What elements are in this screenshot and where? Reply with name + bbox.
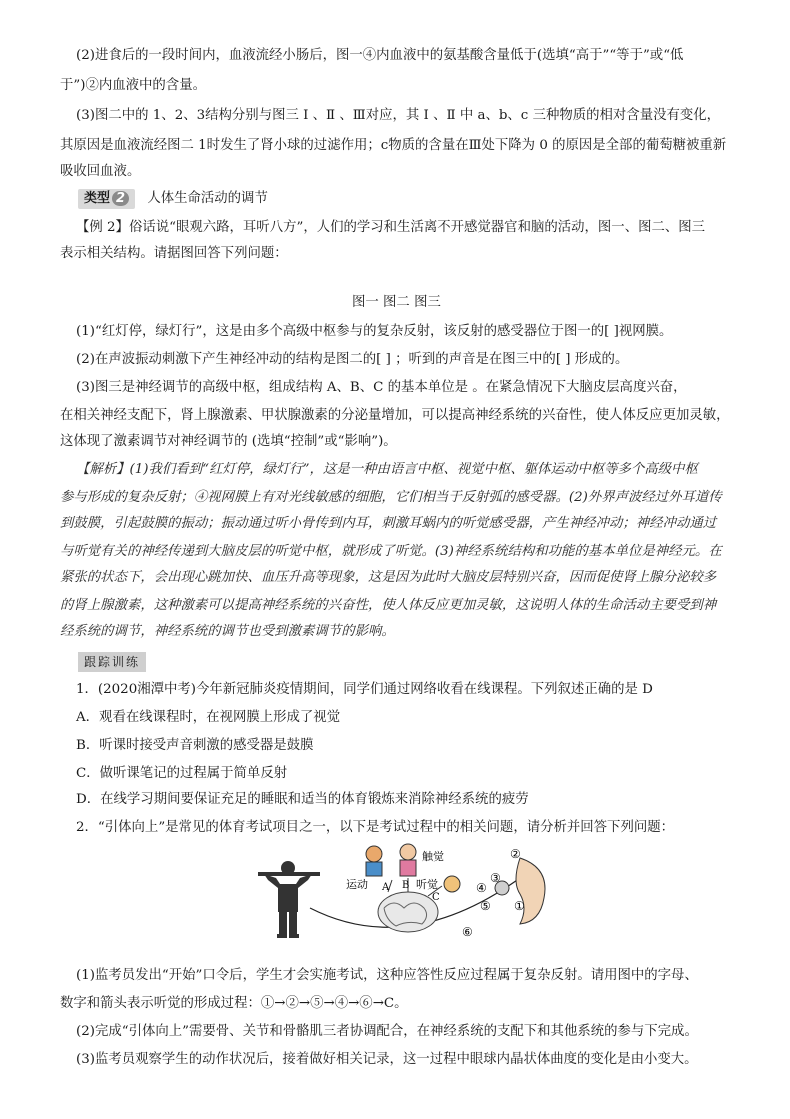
label-b: B — [402, 880, 410, 891]
example-line: 【例 2】俗话说“眼观六路，耳听八方”，人们的学习和生活离不开感觉器官和脑的活动，图一、图二、图三 — [76, 220, 706, 235]
question-line: 这体现了激素调节对神经调节的 (选填“控制”或“影响”)。 — [60, 434, 397, 449]
q1-stem: 1．(2020湘潭中考)今年新冠肺炎疫情期间，同学们通过网络收看在线课程。下列叙述正确的是 D — [76, 682, 653, 697]
q2-answer: 数字和箭头表示听觉的形成过程：①→②→⑤→④→⑥→C。 — [60, 996, 408, 1011]
label-a: A — [382, 882, 390, 893]
label-motion: 运动 — [346, 878, 368, 891]
label-1: ① — [514, 899, 525, 913]
text-line: 吸收回血液。 — [60, 164, 141, 179]
text-line: (3)图二中的 1、2、3结构分别与图三 Ⅰ 、Ⅱ 、Ⅲ对应，其 Ⅰ 、Ⅱ 中 a、b、c 三种物质的相对含量没有变化， — [76, 108, 721, 123]
ear-icon — [516, 858, 545, 924]
q2-answer: (1)监考员发出“开始”口令后，学生才会实施考试，这种应答性反应过程属于复杂反射。请用图中的字母、 — [76, 968, 698, 983]
pullup-diagram — [258, 838, 552, 942]
child-icon — [400, 844, 416, 860]
q2-answer: (2)完成“引体向上”需要骨、关节和骨骼肌三者协调配合，在神经系统的支配下和其他系统的参与下完成。 — [76, 1024, 698, 1039]
q2-stem: 2．“引体向上”是常见的体育考试项目之一，以下是考试过程中的相关问题，请分析并回答下列问题： — [76, 820, 675, 835]
child-icon — [366, 846, 382, 862]
text-line: 其原因是血液流经图二 1时发生了肾小球的过滤作用；c物质的含量在Ⅲ处下降为 0 的原因是全部的葡萄糖被重新 — [60, 138, 727, 153]
example-line: 表示相关结构。请据图回答下列问题： — [60, 246, 288, 261]
label-5: ⑤ — [480, 899, 491, 913]
label-6: ⑥ — [462, 925, 473, 939]
q2-answer: (3)监考员观察学生的动作状况后，接着做好相关记录，这一过程中眼球内晶状体曲度的变化是由小变大。 — [76, 1052, 698, 1067]
q1-option-b: B．听课时接受声音刺激的感受器是鼓膜 — [76, 738, 314, 753]
figure-caption: 图一 图二 图三 — [352, 295, 441, 310]
training-heading — [78, 652, 748, 673]
analysis-line: 的肾上腺激素，这种激素可以提高神经系统的兴奋性，使人体反应更加灵敏，这说明人体的生命活动主要受到神 — [60, 598, 717, 613]
text-line: (2)进食后的一段时间内，血液流经小肠后，图一④内血液中的氨基酸含量低于(选填“高于”“等于”或“低 — [76, 48, 684, 63]
label-4: ④ — [476, 881, 487, 895]
label-hearing: 听觉 — [416, 878, 438, 891]
section-tag: 类型 2 — [78, 189, 135, 209]
question-line: (2)在声波振动刺激下产生神经冲动的结构是图二的[ ] ；听到的声音是在图三中的[ ] 形成的。 — [76, 352, 629, 367]
label-3: ③ — [490, 871, 501, 885]
child-icon — [444, 876, 460, 892]
section-title: 人体生命活动的调节 — [147, 191, 268, 206]
label-touch: 触觉 — [422, 850, 444, 863]
analysis-line: 与听觉有关的神经传递到大脑皮层的听觉中枢，就形成了听觉。(3)神经系统结构和功能的基本单位是神经元。在 — [60, 544, 722, 559]
brain-icon — [378, 892, 438, 932]
question-line: (1)“红灯停，绿灯行”，这是由多个高级中枢参与的复杂反射，该反射的感受器位于图一的[ ]视网膜。 — [76, 324, 673, 339]
analysis-line: 参与形成的复杂反射；④视网膜上有对光线敏感的细胞，它们相当于反射弧的感受器。(2)外界声波经过外耳道传 — [60, 490, 722, 505]
q1-option-d: D．在线学习期间要保证充足的睡眠和适当的体育锻炼来消除神经系统的疲劳 — [76, 792, 529, 807]
q1-option-c: C．做听课笔记的过程属于简单反射 — [76, 766, 288, 781]
q1-option-a: A．观看在线课程时，在视网膜上形成了视觉 — [76, 710, 341, 725]
analysis-line: 紧张的状态下，会出现心跳加快、血压升高等现象，这是因为此时大脑皮层特别兴奋，因而促使肾上腺分泌较多 — [60, 570, 717, 585]
question-line: (3)图三是神经调节的高级中枢，组成结构 A、B、C 的基本单位是 。在紧急情况下大脑皮层高度兴奋， — [76, 380, 687, 395]
section-heading — [78, 189, 748, 209]
training-tag: 跟踪训练 — [78, 652, 146, 672]
text-line: 于”)②内血液中的含量。 — [60, 78, 206, 93]
analysis-line: 到鼓膜，引起鼓膜的振动；振动通过听小骨传到内耳，刺激耳蜗内的听觉感受器，产生神经冲动；神经冲动通过 — [60, 516, 717, 531]
question-line: 在相关神经支配下，肾上腺激素、甲状腺激素的分泌量增加，可以提高神经系统的兴奋性，使人体反应更加灵敏， — [60, 408, 730, 423]
analysis-line: 【解析】(1)我们看到“红灯停，绿灯行”，这是一种由语言中枢、视觉中枢、躯体运动中枢等多个高级中枢 — [76, 462, 698, 477]
label-c: C — [432, 892, 440, 903]
analysis-line: 经系统的调节，神经系统的调节也受到激素调节的影响。 — [60, 624, 395, 639]
label-2: ② — [510, 847, 521, 861]
